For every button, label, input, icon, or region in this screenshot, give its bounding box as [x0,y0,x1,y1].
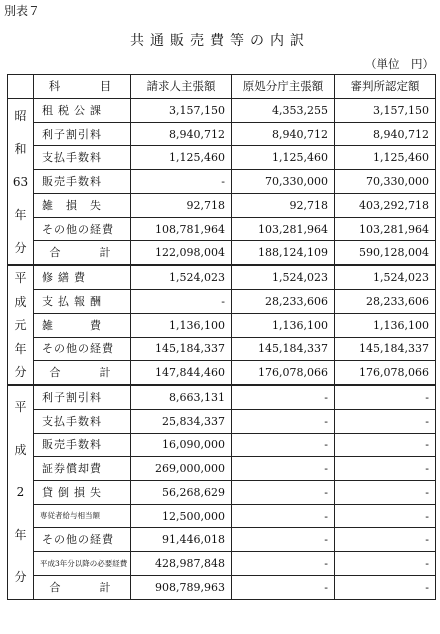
claimant-amount: 3,157,150 [131,99,232,123]
header-tribunal: 審判所認定額 [335,75,436,99]
era-char: 分 [14,240,27,255]
claimant-amount: 108,781,964 [131,217,232,241]
claimant-amount: 92,718 [131,193,232,217]
table-row [8,481,436,505]
era-char: 2 [16,485,25,500]
item-name: 支払報酬 [34,289,131,313]
header-claimant: 請求人主張額 [131,75,232,99]
era-char: 平 [14,400,27,415]
office-amount: 1,524,023 [232,265,335,289]
office-amount: - [232,409,335,433]
tribunal-amount: 70,330,000 [335,170,436,194]
claimant-amount: 8,663,131 [131,385,232,409]
office-amount: - [232,433,335,457]
era-char: 元 [14,318,27,333]
tribunal-amount: 103,281,964 [335,217,436,241]
table-row [8,241,436,265]
office-amount: 1,125,460 [232,146,335,170]
office-amount: 188,124,109 [232,241,335,265]
tribunal-amount: 145,184,337 [335,337,436,361]
era-char: 63 [12,174,29,189]
item-name: 販売手数料 [34,170,131,194]
era-char: 年 [14,527,27,542]
office-amount: 4,353,255 [232,99,335,123]
table-row [8,122,436,146]
office-amount: 1,136,100 [232,313,335,337]
header-era [8,75,34,99]
era-char: 年 [14,341,27,356]
item-name: 合 計 [34,241,131,265]
claimant-amount: 428,987,848 [131,552,232,576]
claimant-amount: 147,844,460 [131,361,232,385]
tribunal-amount: - [335,552,436,576]
tribunal-amount: 403,292,718 [335,193,436,217]
era-char: 成 [14,294,27,309]
tribunal-amount: - [335,575,436,599]
office-amount: 92,718 [232,193,335,217]
header-office: 原処分庁主張額 [232,75,335,99]
item-name: 雑 損 失 [34,193,131,217]
claimant-amount: 1,125,460 [131,146,232,170]
item-name: 利子割引料 [34,385,131,409]
header-row [8,75,436,99]
item-name: その他の経費 [34,337,131,361]
table-row [8,433,436,457]
era-label [8,99,34,266]
era-char: 和 [14,141,27,156]
office-amount: 28,233,606 [232,289,335,313]
item-name: 証券償却費 [34,457,131,481]
claimant-amount: 1,524,023 [131,265,232,289]
item-name: 支払手数料 [34,146,131,170]
claimant-amount: 25,834,337 [131,409,232,433]
office-amount: - [232,504,335,528]
office-amount: - [232,385,335,409]
item-name: 平成3年分以降の必要経費 [34,552,131,576]
office-amount: - [232,575,335,599]
era-char: 年 [14,207,27,222]
table-row [8,504,436,528]
office-amount: 103,281,964 [232,217,335,241]
item-name: 専従者給与相当額 [34,504,131,528]
expense-breakdown-table [7,74,436,600]
table-row [8,289,436,313]
claimant-amount: 145,184,337 [131,337,232,361]
office-amount: - [232,481,335,505]
item-name: 支払手数料 [34,409,131,433]
office-amount: - [232,528,335,552]
item-name: 合 計 [34,361,131,385]
office-amount: 70,330,000 [232,170,335,194]
era-label [8,265,34,385]
table-row [8,575,436,599]
table-row [8,146,436,170]
item-name: その他の経費 [34,217,131,241]
tribunal-amount: 8,940,712 [335,122,436,146]
tribunal-amount: - [335,481,436,505]
era-char: 昭 [14,108,27,123]
table-row [8,99,436,123]
tribunal-amount: 1,136,100 [335,313,436,337]
claimant-amount: 908,789,963 [131,575,232,599]
claimant-amount: 16,090,000 [131,433,232,457]
tribunal-amount: 1,524,023 [335,265,436,289]
header-item: 科 目 [34,75,131,99]
unit-note: （単位 円） [365,57,434,71]
table-row [8,193,436,217]
item-name: その他の経費 [34,528,131,552]
office-amount: - [232,457,335,481]
office-amount: 8,940,712 [232,122,335,146]
item-name: 租税公課 [34,99,131,123]
item-name: 利子割引料 [34,122,131,146]
table-row [8,265,436,289]
tribunal-amount: 3,157,150 [335,99,436,123]
table-row [8,385,436,409]
claimant-amount: 8,940,712 [131,122,232,146]
table-row [8,457,436,481]
tribunal-amount: 590,128,004 [335,241,436,265]
table-row [8,528,436,552]
claimant-amount: 12,500,000 [131,504,232,528]
table-row [8,313,436,337]
tribunal-amount: - [335,457,436,481]
item-name: 雑 費 [34,313,131,337]
table-row [8,170,436,194]
table-row [8,217,436,241]
claimant-amount: - [131,289,232,313]
tribunal-amount: - [335,409,436,433]
claimant-amount: 122,098,004 [131,241,232,265]
tribunal-amount: - [335,433,436,457]
item-name: 販売手数料 [34,433,131,457]
era-char: 成 [14,442,27,457]
era-char: 分 [14,570,27,585]
claimant-amount: 91,446,018 [131,528,232,552]
tribunal-amount: - [335,504,436,528]
tribunal-amount: - [335,385,436,409]
claimant-amount: 269,000,000 [131,457,232,481]
table-row [8,552,436,576]
era-char: 分 [14,365,27,380]
document-title: 共通販売費等の内訳 [130,33,310,49]
office-amount: - [232,552,335,576]
table-row [8,337,436,361]
claimant-amount: - [131,170,232,194]
office-amount: 145,184,337 [232,337,335,361]
claimant-amount: 1,136,100 [131,313,232,337]
claimant-amount: 56,268,629 [131,481,232,505]
document-label: 別表７ [4,4,41,18]
tribunal-amount: 28,233,606 [335,289,436,313]
tribunal-amount: - [335,528,436,552]
item-name: 貸倒損失 [34,481,131,505]
era-char: 平 [14,270,27,285]
office-amount: 176,078,066 [232,361,335,385]
table-row [8,409,436,433]
item-name: 合 計 [34,575,131,599]
tribunal-amount: 176,078,066 [335,361,436,385]
tribunal-amount: 1,125,460 [335,146,436,170]
era-label [8,385,34,599]
table-row [8,361,436,385]
item-name: 修繕費 [34,265,131,289]
